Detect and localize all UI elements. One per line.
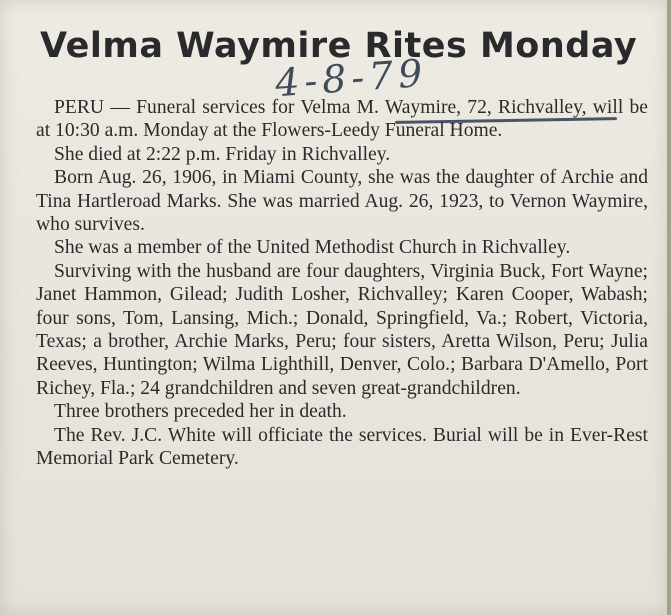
background-edge [667, 0, 671, 615]
article-body [36, 96, 648, 471]
paragraph-survivors: Surviving with the husband are four daughters, Virginia Buck, Fort Wayne; Janet Hammon, Gilead; Judith Losher, Richvalley; Karen Cooper, Wabash; four sons, Tom, Lansing, Mich.; Donald, Springfield, Va.; Robert, Victoria, Texas; a brother, Archie Marks, Peru; four sisters, Aretta Wilson, Peru; Julia Reeves, Huntington; Wilma Lighthill, Denver, Colo.; Barbara D'Amello, Port Richey, Fla.; 24 grandchildren and seven great-grandchildren. [36, 260, 648, 399]
paragraph-birth: Born Aug. 26, 1906, in Miami County, she was the daughter of Archie and Tina Hartleroad Marks. She was married Aug. 26, 1923, to Vernon Waymire, who survives. [36, 167, 648, 236]
paragraph-death: She died at 2:22 p.m. Friday in Richvalley. [54, 143, 391, 165]
paragraph-funeral-services: PERU — Funeral services for Velma M. Waymire, 72, Richvalley, will be at 10:30 a.m. Monday at the Flowers-Leedy Funeral Home. [36, 97, 648, 142]
paragraph-preceded: Three brothers preceded her in death. [54, 401, 347, 423]
paragraph-officiate: The Rev. J.C. White will officiate the services. Burial will be in Ever-Rest Memorial Park Cemetery. [36, 424, 648, 470]
handwritten-date: 4-8-79 [273, 50, 429, 106]
paragraph-church: She was a member of the United Methodist Church in Richvalley. [54, 237, 571, 259]
headline: Velma Waymire Rites Monday [40, 26, 638, 66]
